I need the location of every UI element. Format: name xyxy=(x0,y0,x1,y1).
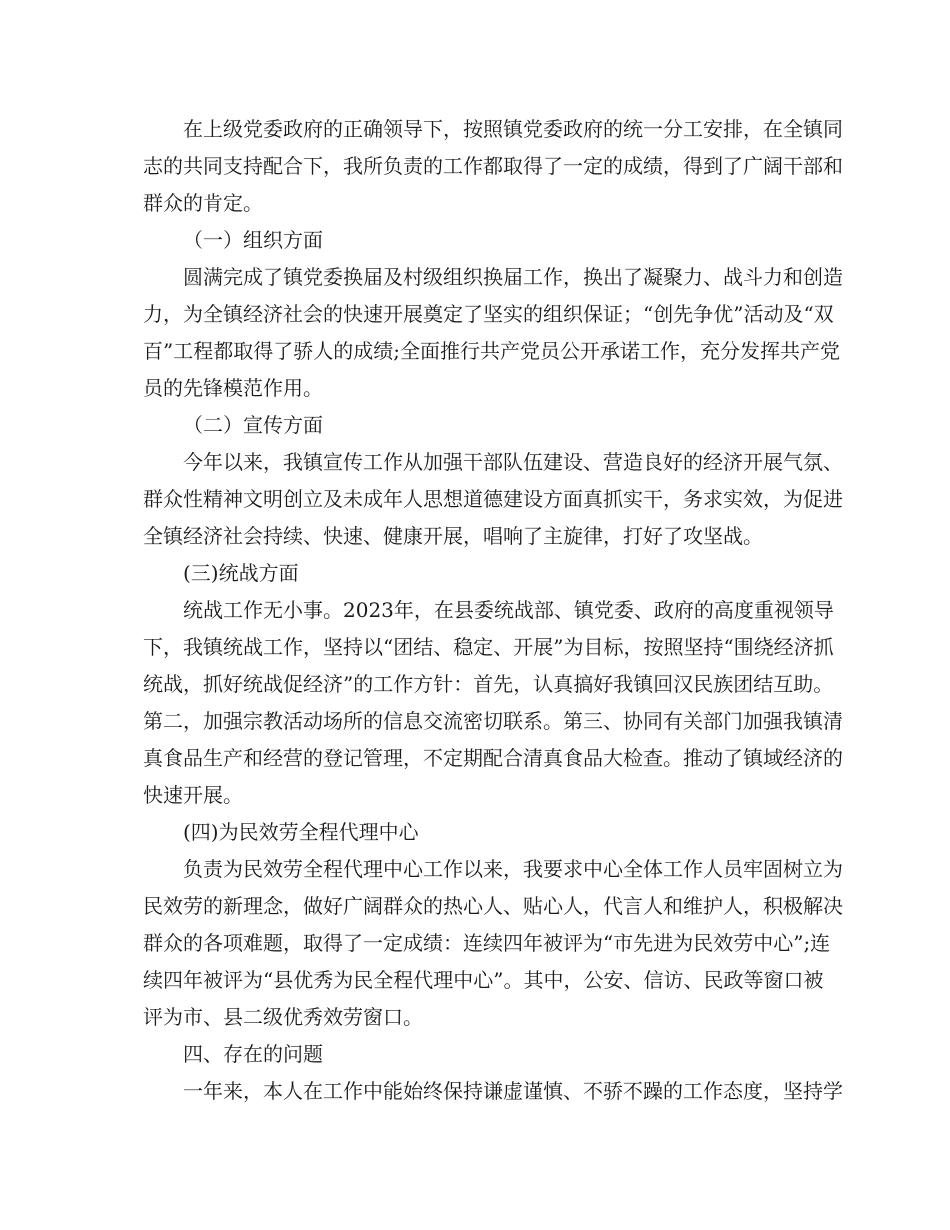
paragraph-line: 群众的各项难题，取得了一定成绩：连续四年被评为“市先进为民效劳中心”;连 xyxy=(143,931,831,955)
paragraph-line: 志的共同支持配合下，我所负责的工作都取得了一定的成绩，得到了广阔干部和 xyxy=(143,154,843,178)
document-page xyxy=(143,111,843,1110)
paragraph-line: 统战，抓好统战促经济”的工作方针：首先，认真搞好我镇回汉民族团结互助。 xyxy=(143,672,834,696)
section-heading xyxy=(143,814,805,851)
paragraph-line: 全镇经济社会持续、快速、健康开展，唱响了主旋律，打好了攻坚战。 xyxy=(143,524,763,548)
paragraph-line: 负责为民效劳全程代理中心工作以来，我要求中心全体工作人员牢固树立为 xyxy=(183,857,843,881)
paragraph-line: 力，为全镇经济社会的快速开展奠定了坚实的组织保证；“创先争优”活动及“双 xyxy=(143,302,834,326)
paragraph-line: 真食品生产和经营的登记管理，不定期配合清真食品大检查。推动了镇域经济的 xyxy=(143,746,843,770)
heading-text: (四)为民效劳全程代理中心 xyxy=(183,820,419,844)
paragraph-line: 民效劳的新理念，做好广阔群众的热心人、贴心人，代言人和维护人，积极解决 xyxy=(143,894,843,918)
paragraph-line: 统战工作无小事。2023年，在县委统战部、镇党委、政府的高度重视领导 xyxy=(183,598,834,622)
paragraph xyxy=(143,592,843,814)
paragraph-line: 下，我镇统战工作，坚持以“团结、稳定、开展”为目标，按照坚持“围绕经济抓 xyxy=(143,635,834,659)
paragraph-line: 圆满完成了镇党委换届及村级组织换届工作，换出了凝聚力、战斗力和创造 xyxy=(183,265,843,289)
paragraph-line: 第二，加强宗教活动场所的信息交流密切联系。第三、协同有关部门加强我镇清 xyxy=(143,709,843,733)
section-heading xyxy=(143,407,805,444)
heading-text: （一）组织方面 xyxy=(183,228,323,252)
paragraph-line: 员的先锋模范作用。 xyxy=(143,376,323,400)
paragraph-line: 在上级党委政府的正确领导下，按照镇党委政府的统一分工安排，在全镇同 xyxy=(183,117,843,141)
section-heading xyxy=(143,555,805,592)
paragraph xyxy=(143,111,843,222)
paragraph-line: 群众的肯定。 xyxy=(143,191,263,215)
paragraph xyxy=(143,1073,843,1110)
heading-text: （二）宣传方面 xyxy=(183,413,323,437)
section-heading xyxy=(143,1036,805,1073)
paragraph-line: 群众性精神文明创立及未成年人思想道德建设方面真抓实干，务求实效，为促进 xyxy=(143,487,843,511)
paragraph-line: 快速开展。 xyxy=(143,783,243,807)
heading-text: 四、存在的问题 xyxy=(183,1042,323,1066)
paragraph xyxy=(143,444,843,555)
paragraph xyxy=(143,851,843,1036)
paragraph-line: 续四年被评为“县优秀为民全程代理中心”。其中，公安、信访、民政等窗口被 xyxy=(143,968,824,992)
paragraph-line: 评为市、县二级优秀效劳窗口。 xyxy=(143,1005,423,1029)
heading-text: (三)统战方面 xyxy=(183,561,299,585)
paragraph-line: 今年以来，我镇宣传工作从加强干部队伍建设、营造良好的经济开展气氛、 xyxy=(183,450,843,474)
paragraph-line: 百”工程都取得了骄人的成绩;全面推行共产党员公开承诺工作，充分发挥共产党 xyxy=(143,339,840,363)
paragraph-line: 一年来，本人在工作中能始终保持谦虚谨慎、不骄不躁的工作态度，坚持学 xyxy=(183,1079,843,1103)
paragraph xyxy=(143,259,843,407)
section-heading xyxy=(143,222,805,259)
